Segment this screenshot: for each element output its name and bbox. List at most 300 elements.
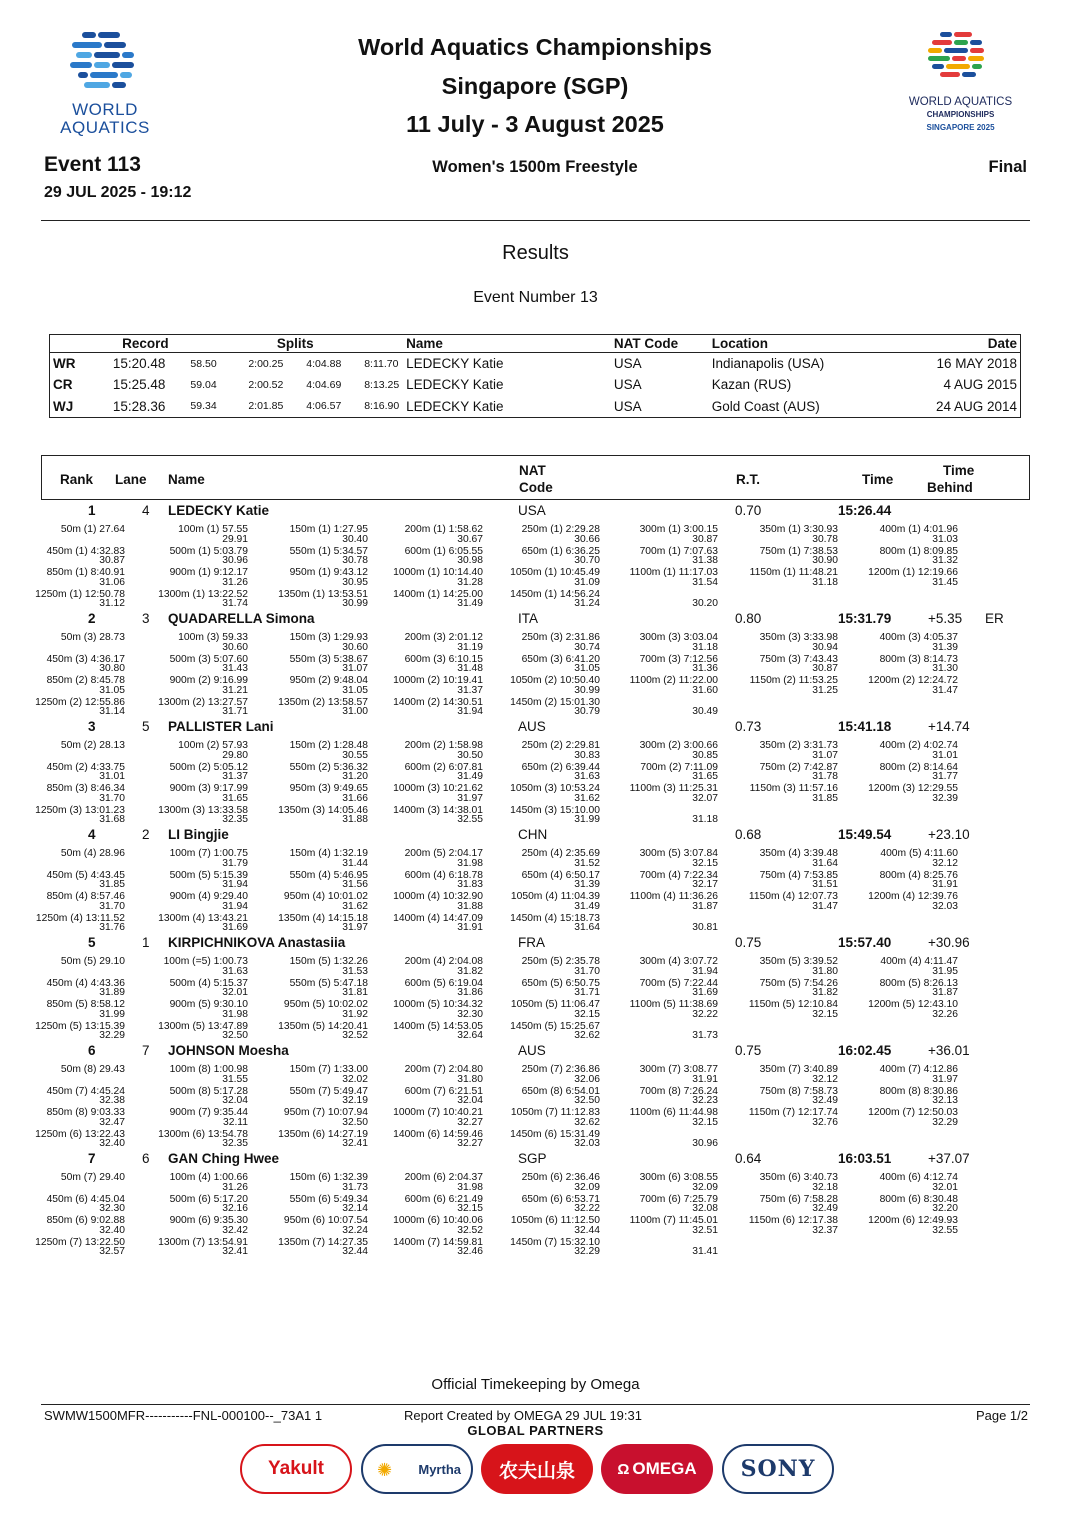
split-cell (482, 892, 600, 911)
result-behind: +23.10 (928, 827, 970, 842)
split-cumulative: 1150m (7) 12:17.74 (748, 1107, 838, 1118)
split-cell (7, 871, 125, 890)
split-lap: 31.63 (574, 771, 600, 782)
split-lap: 31.89 (99, 987, 125, 998)
split-cumulative: 400m (4) 4:11.47 (880, 956, 958, 967)
split-cell (7, 1108, 125, 1127)
split-cell (720, 525, 838, 544)
split-cumulative: 1100m (2) 11:22.00 (629, 675, 718, 686)
split-cell (482, 957, 600, 976)
split-cell (840, 892, 958, 911)
split-cell (482, 1022, 600, 1041)
split-lap: 32.15 (692, 857, 718, 869)
split-cell (720, 979, 838, 998)
split-cumulative: 650m (2) 6:39.44 (521, 761, 600, 773)
split-cumulative: 450m (3) 4:36.17 (46, 653, 125, 665)
split-cell (600, 979, 718, 998)
split-cumulative: 1050m (6) 11:12.50 (510, 1215, 600, 1226)
split-cell (7, 849, 125, 859)
split-lap: 32.44 (342, 1246, 368, 1257)
split-cell (250, 1238, 368, 1257)
split-cumulative: 1000m (4) 10:32.90 (393, 891, 483, 902)
split-lap: 31.80 (457, 1073, 483, 1085)
split-cumulative: 300m (5) 3:07.84 (639, 848, 718, 859)
split-cell (250, 1216, 368, 1235)
results-header (41, 455, 1030, 500)
omega-symbol-icon: Ω (617, 1460, 630, 1478)
split-cell (130, 892, 248, 911)
split-cumulative: 1200m (5) 12:43.10 (868, 999, 958, 1010)
page-number: Page 1/2 (975, 1408, 1028, 1423)
split-cell (720, 1216, 838, 1235)
split-lap: 31.86 (457, 987, 483, 998)
result-name: GAN Ching Hwee (168, 1151, 280, 1166)
split-cell (250, 1195, 368, 1214)
split-cell (482, 741, 600, 760)
split-cumulative: 550m (1) 5:34.57 (289, 545, 368, 557)
split-cumulative: 1150m (4) 12:07.73 (748, 891, 838, 902)
split-cell (482, 1238, 600, 1257)
record-split: 4:06.57 (306, 400, 342, 412)
split-cell (482, 698, 600, 717)
split-cumulative: 150m (3) 1:29.93 (289, 632, 368, 643)
split-cumulative: 1350m (2) 13:58.57 (278, 696, 368, 708)
split-cell (250, 1087, 368, 1106)
split-lap: 30.20 (692, 598, 718, 609)
split-cell (130, 1195, 248, 1214)
split-cell (7, 1195, 125, 1214)
split-cumulative: 950m (2) 9:48.04 (289, 675, 368, 686)
split-cell (720, 1000, 838, 1019)
split-lap: 29.80 (222, 749, 248, 761)
split-lap: 31.19 (457, 641, 483, 653)
split-cumulative: 350m (3) 3:33.98 (759, 632, 838, 643)
split-cell (365, 979, 483, 998)
split-cumulative: 1200m (1) 12:19.66 (868, 567, 958, 578)
split-cumulative: 350m (4) 3:39.48 (759, 848, 838, 859)
split-cell (7, 892, 125, 911)
split-cell (720, 741, 838, 760)
split-cell (482, 914, 600, 933)
split-cumulative: 1150m (6) 12:17.38 (748, 1215, 838, 1226)
split-lap: 32.41 (342, 1138, 368, 1149)
split-cell (250, 1065, 368, 1084)
split-cell (720, 568, 838, 587)
split-cell (130, 979, 248, 998)
split-cumulative: 150m (7) 1:33.00 (289, 1064, 368, 1075)
result-lane: 2 (142, 827, 150, 842)
split-cell (365, 1216, 483, 1235)
split-lap: 30.85 (692, 749, 718, 761)
split-lap: 30.83 (574, 749, 600, 761)
split-cumulative: 300m (2) 3:00.66 (639, 740, 718, 751)
split-lap: 31.55 (222, 1073, 248, 1085)
split-lap: 31.39 (932, 641, 958, 653)
split-cell (7, 763, 125, 782)
event-datetime: 29 JUL 2025 - 19:12 (44, 184, 192, 201)
result-time: 15:41.18 (838, 719, 892, 734)
split-lap: 32.09 (574, 1181, 600, 1193)
split-lap: 32.35 (222, 1138, 248, 1149)
result-time: 15:31.79 (838, 611, 892, 626)
split-cell (720, 957, 838, 976)
split-cell (482, 979, 600, 998)
split-lap: 32.04 (457, 1095, 483, 1106)
result-rt: 0.75 (735, 1043, 762, 1058)
result-rt: 0.70 (735, 503, 762, 518)
split-lap: 31.97 (342, 922, 368, 933)
split-cell (250, 741, 368, 760)
split-cumulative: 850m (8) 9:03.33 (46, 1107, 125, 1118)
split-cumulative: 300m (1) 3:00.15 (639, 524, 718, 535)
result-nat: SGP (518, 1151, 547, 1166)
split-lap: 32.17 (692, 879, 718, 890)
split-cumulative: 100m (8) 1:00.98 (169, 1064, 248, 1075)
sony-logo: SONY (722, 1444, 834, 1494)
split-cumulative: 950m (3) 9:49.65 (289, 783, 368, 794)
split-lap: 32.13 (932, 1095, 958, 1106)
split-lap: 32.11 (222, 1116, 248, 1128)
split-cumulative: 1200m (2) 12:24.72 (868, 675, 958, 686)
split-cumulative: 550m (2) 5:36.32 (289, 761, 368, 773)
split-cell (365, 633, 483, 652)
split-cell (482, 633, 600, 652)
split-cell (7, 633, 125, 643)
split-cell (365, 1130, 483, 1149)
split-lap: 31.47 (812, 900, 838, 912)
split-cell (250, 957, 368, 976)
split-lap: 31.79 (222, 857, 248, 869)
split-lap: 31.80 (812, 965, 838, 977)
split-cumulative: 1350m (4) 14:15.18 (278, 912, 368, 924)
split-lap: 32.27 (457, 1138, 483, 1149)
split-cumulative: 1050m (3) 10:53.24 (510, 783, 600, 794)
split-cumulative: 850m (2) 8:45.78 (46, 675, 125, 686)
split-cell (720, 892, 838, 911)
split-cumulative: 150m (1) 1:27.95 (289, 524, 368, 535)
split-lap: 30.70 (574, 555, 600, 566)
split-cumulative: 1100m (7) 11:45.01 (629, 1215, 718, 1226)
split-cell (130, 784, 248, 803)
split-cell (365, 547, 483, 566)
split-cell (130, 849, 248, 868)
split-cumulative: 200m (5) 2:04.17 (404, 848, 483, 859)
split-cumulative: 550m (3) 5:38.67 (289, 653, 368, 665)
split-cell (7, 741, 125, 751)
split-cell (250, 763, 368, 782)
date-header: Date (908, 335, 1020, 353)
report-code: SWMW1500MFR-----------FNL-000100--_73A1 1 (44, 1408, 323, 1423)
split-cell (600, 1216, 718, 1235)
split-lap: 32.08 (692, 1203, 718, 1214)
split-cumulative: 1000m (3) 10:21.62 (393, 783, 483, 794)
split-cell (7, 698, 125, 717)
name-col-header: Name (168, 472, 205, 487)
split-cell (130, 957, 248, 976)
split-lap: 31.41 (692, 1246, 718, 1257)
split-cumulative: 1100m (1) 11:17.03 (629, 567, 718, 578)
split-cumulative: 500m (3) 5:07.60 (169, 653, 248, 665)
split-lap: 32.49 (812, 1203, 838, 1214)
split-cell (365, 871, 483, 890)
split-lap: 32.41 (222, 1246, 248, 1257)
split-cell (840, 547, 958, 566)
split-cell (720, 784, 838, 803)
split-lap: 31.99 (574, 814, 600, 825)
split-cumulative: 550m (5) 5:47.18 (289, 977, 368, 989)
split-lap: 31.94 (457, 706, 483, 717)
split-cell (600, 547, 718, 566)
result-behind: +37.07 (928, 1151, 970, 1166)
split-cumulative: 1300m (6) 13:54.78 (158, 1128, 248, 1140)
split-cumulative: 1300m (7) 13:54.91 (158, 1236, 248, 1248)
split-cell (130, 806, 248, 825)
result-rt: 0.64 (735, 1151, 762, 1166)
split-lap: 31.37 (222, 771, 248, 782)
split-lap: 32.40 (99, 1138, 125, 1149)
nat-header-line2: Code (519, 480, 553, 495)
record-type: CR (53, 377, 73, 393)
split-cell (365, 849, 483, 868)
split-lap: 30.67 (457, 533, 483, 545)
result-behind: +30.96 (928, 935, 970, 950)
split-cell (130, 525, 248, 544)
split-cumulative: 950m (5) 10:02.02 (283, 999, 368, 1010)
split-cumulative: 250m (1) 2:29.28 (521, 524, 600, 535)
split-cell (482, 1065, 600, 1084)
result-time: 16:03.51 (838, 1151, 892, 1166)
split-cumulative: 1450m (2) 15:01.30 (510, 696, 600, 708)
record-split: 2:00.52 (248, 378, 284, 391)
split-lap: 32.50 (342, 1116, 368, 1128)
record-split: 4:04.69 (306, 378, 342, 391)
yakult-logo: Yakult (240, 1444, 352, 1494)
split-cumulative: 1450m (5) 15:25.67 (510, 1020, 600, 1032)
split-cell (840, 1108, 958, 1127)
split-lap: 31.54 (692, 576, 718, 588)
logo-line-1: WORLD AQUATICS (908, 96, 1013, 108)
split-lap: 31.82 (457, 965, 483, 977)
split-lap: 31.18 (692, 641, 718, 653)
split-cell (600, 892, 718, 911)
split-cell (720, 1087, 838, 1106)
split-cumulative: 1300m (4) 13:43.21 (158, 912, 248, 924)
split-cell (600, 806, 718, 825)
result-name: LEDECKY Katie (168, 503, 270, 518)
split-cell (720, 547, 838, 566)
nat-header: NAT Code (611, 335, 709, 353)
result-behind: +14.74 (928, 719, 970, 734)
split-lap: 31.28 (457, 576, 483, 588)
split-cumulative: 700m (4) 7:22.34 (639, 869, 718, 881)
split-lap: 30.80 (99, 663, 125, 674)
split-cumulative: 650m (3) 6:41.20 (521, 653, 600, 665)
split-lap: 32.01 (222, 987, 248, 998)
event-label: Event 113 (44, 153, 141, 176)
split-lap: 31.05 (342, 684, 368, 696)
split-cumulative: 1250m (5) 13:15.39 (35, 1020, 125, 1032)
split-cell (365, 806, 483, 825)
record-row (50, 374, 1021, 396)
split-cumulative: 250m (6) 2:36.46 (521, 1172, 600, 1183)
split-lap: 31.94 (222, 900, 248, 912)
split-lap: 32.50 (222, 1030, 248, 1041)
split-cell (720, 871, 838, 890)
split-cell (482, 525, 600, 544)
split-cell (250, 1022, 368, 1041)
split-lap: 31.56 (342, 879, 368, 890)
split-lap: 29.91 (222, 533, 248, 545)
split-cumulative: 1350m (3) 14:05.46 (278, 804, 368, 816)
split-cumulative: 1000m (1) 10:14.40 (393, 567, 483, 578)
split-cell (130, 1000, 248, 1019)
split-cell (600, 1065, 718, 1084)
split-lap: 31.94 (222, 879, 248, 890)
split-cell (482, 784, 600, 803)
logo-line-2: CHAMPIONSHIPS (926, 110, 995, 119)
myrtha-logo: ✺ Myrtha (361, 1444, 473, 1494)
split-cell (7, 547, 125, 566)
split-lap: 31.07 (812, 749, 838, 761)
split-lap: 31.83 (457, 879, 483, 890)
split-cell (7, 568, 125, 587)
logo-line-3: SINGAPORE 2025 (926, 123, 995, 132)
report-created: Report Created by OMEGA 29 JUL 19:31 (404, 1408, 642, 1423)
split-cell (250, 525, 368, 544)
split-cell (250, 1000, 368, 1019)
split-cell (720, 1065, 838, 1084)
split-cell (250, 633, 368, 652)
split-lap: 31.14 (99, 706, 125, 717)
record-split: 59.34 (190, 400, 217, 412)
split-cumulative: 250m (3) 2:31.86 (521, 632, 600, 643)
split-cell (7, 655, 125, 674)
split-lap: 32.24 (342, 1224, 368, 1236)
result-time: 15:57.40 (838, 935, 892, 950)
split-lap: 31.63 (222, 965, 248, 977)
split-cumulative: 1250m (4) 13:11.52 (35, 912, 125, 924)
split-lap: 32.26 (932, 1008, 958, 1020)
split-cell (250, 698, 368, 717)
split-lap: 31.85 (812, 792, 838, 804)
split-cumulative: 300m (6) 3:08.55 (639, 1172, 718, 1183)
split-lap: 32.12 (812, 1073, 838, 1085)
split-cumulative: 750m (5) 7:54.26 (759, 977, 838, 989)
split-cumulative: 1200m (7) 12:50.03 (868, 1107, 958, 1118)
split-lap: 31.97 (457, 792, 483, 804)
lane-header: Lane (115, 472, 147, 487)
split-lap: 30.81 (692, 922, 718, 933)
event-name: Women's 1500m Freestyle (432, 158, 638, 176)
split-cumulative: 200m (6) 2:04.37 (404, 1172, 483, 1183)
split-cumulative: 150m (6) 1:32.39 (289, 1172, 368, 1183)
split-cell (840, 1087, 958, 1106)
split-lap: 31.99 (99, 1008, 125, 1020)
name-header: Name (403, 335, 611, 353)
split-cell (365, 957, 483, 976)
record-type: WR (53, 356, 76, 371)
split-lap: 32.62 (574, 1116, 600, 1128)
record-location: Kazan (RUS) (711, 377, 792, 393)
split-lap: 30.78 (342, 555, 368, 566)
result-nat: FRA (518, 935, 545, 950)
split-cell (600, 590, 718, 609)
split-cumulative: 450m (2) 4:33.75 (46, 761, 125, 773)
split-lap: 31.32 (932, 555, 958, 566)
split-cell (482, 568, 600, 587)
split-cell (600, 698, 718, 717)
split-cumulative: 1400m (5) 14:53.05 (393, 1020, 483, 1032)
split-cell (840, 871, 958, 890)
split-cumulative: 950m (1) 9:43.12 (289, 567, 368, 578)
split-lap: 32.04 (222, 1095, 248, 1106)
sun-icon: ✺ (377, 1460, 393, 1480)
split-lap: 31.26 (222, 576, 248, 588)
split-lap: 31.76 (99, 922, 125, 933)
split-cumulative: 100m (7) 1:00.75 (169, 848, 248, 859)
split-cumulative: 1300m (1) 13:22.52 (158, 588, 248, 600)
split-lap: 32.02 (342, 1073, 368, 1085)
split-cumulative: 1350m (1) 13:53.51 (278, 588, 368, 600)
split-lap: 32.62 (574, 1030, 600, 1041)
split-cell (720, 849, 838, 868)
split-cell (482, 1216, 600, 1235)
split-cumulative: 650m (1) 6:36.25 (521, 545, 600, 557)
split-lap: 31.52 (574, 857, 600, 869)
split-cell (840, 525, 958, 544)
split-cell (720, 633, 838, 652)
split-lap: 31.21 (222, 684, 248, 696)
split-cell (130, 1216, 248, 1235)
split-cumulative: 1100m (3) 11:25.31 (629, 783, 718, 794)
split-lap: 31.71 (222, 706, 248, 717)
split-cumulative: 500m (2) 5:05.12 (169, 761, 248, 773)
split-cell (365, 1065, 483, 1084)
world-aquatics-logo (40, 28, 170, 138)
result-behind: +5.35 (928, 611, 963, 626)
split-cumulative: 350m (6) 3:40.73 (759, 1172, 838, 1183)
split-cell (7, 1000, 125, 1019)
split-cell (365, 784, 483, 803)
split-cell (130, 568, 248, 587)
split-cell (365, 1195, 483, 1214)
split-cumulative: 600m (5) 6:19.04 (404, 977, 483, 989)
split-lap: 30.87 (812, 663, 838, 674)
split-lap: 32.01 (932, 1181, 958, 1193)
split-cell (600, 676, 718, 695)
split-cell (365, 914, 483, 933)
split-cell (250, 914, 368, 933)
split-cell (130, 1022, 248, 1041)
split-cell (600, 1087, 718, 1106)
split-cumulative: 1300m (3) 13:33.58 (158, 804, 248, 816)
split-lap: 31.45 (932, 576, 958, 588)
split-cumulative: 1350m (7) 14:27.35 (278, 1236, 368, 1248)
result-rt: 0.80 (735, 611, 762, 626)
split-cumulative: 550m (6) 5:49.34 (289, 1193, 368, 1205)
record-date: 24 AUG 2014 (935, 398, 1017, 414)
split-lap: 31.91 (692, 1073, 718, 1085)
record-split: 4:04.88 (306, 357, 342, 370)
split-lap: 31.65 (692, 771, 718, 782)
result-name: QUADARELLA Simona (168, 611, 315, 626)
split-cell (7, 1130, 125, 1149)
result-lane: 5 (142, 719, 150, 734)
split-lap: 32.15 (457, 1203, 483, 1214)
result-rank: 6 (88, 1043, 96, 1058)
split-lap: 31.70 (99, 792, 125, 804)
split-lap: 31.65 (222, 792, 248, 804)
